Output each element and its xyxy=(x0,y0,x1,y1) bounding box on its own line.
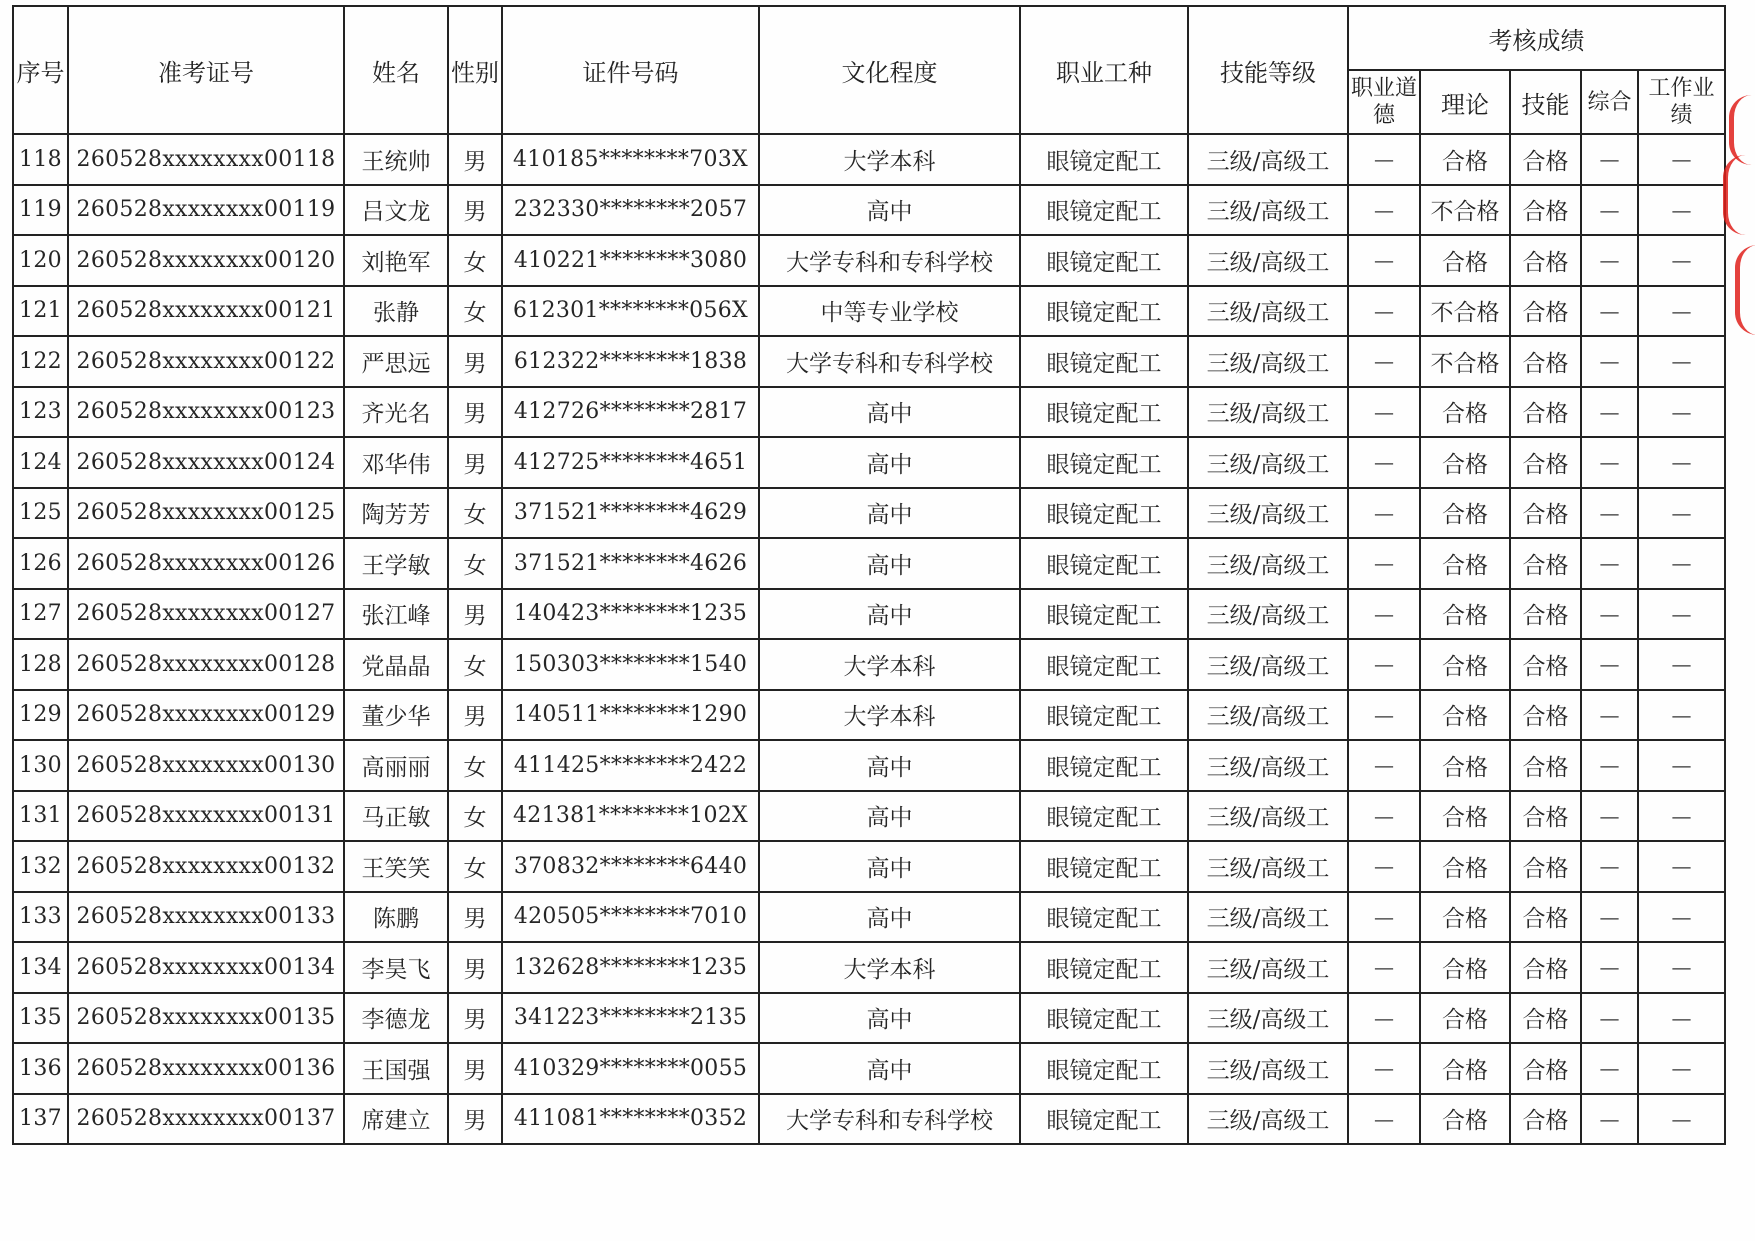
cell-theory: 合格 xyxy=(1420,942,1510,993)
cell-education: 大学本科 xyxy=(759,690,1020,741)
cell-ticket-number: 260528xxxxxxxx00133 xyxy=(68,892,344,943)
cell-comprehensive: — xyxy=(1581,589,1638,640)
cell-comprehensive: — xyxy=(1581,437,1638,488)
cell-skill: 合格 xyxy=(1510,993,1581,1044)
cell-comprehensive: — xyxy=(1581,387,1638,438)
cell-skill-level: 三级/高级工 xyxy=(1188,134,1348,185)
cell-skill: 合格 xyxy=(1510,942,1581,993)
header-theory: 理论 xyxy=(1420,70,1510,134)
cell-theory: 合格 xyxy=(1420,841,1510,892)
cell-seq: 127 xyxy=(13,589,68,640)
cell-name: 马正敏 xyxy=(344,791,448,842)
cell-work-performance: — xyxy=(1638,387,1725,438)
header-seq: 序号 xyxy=(13,6,68,134)
cell-ethics: — xyxy=(1348,437,1420,488)
table-row xyxy=(13,841,1725,892)
cell-theory: 合格 xyxy=(1420,791,1510,842)
table-row xyxy=(13,235,1725,286)
cell-skill: 合格 xyxy=(1510,1043,1581,1094)
cell-work-performance: — xyxy=(1638,639,1725,690)
cell-name: 陶芳芳 xyxy=(344,488,448,539)
table-row xyxy=(13,286,1725,337)
cell-ethics: — xyxy=(1348,841,1420,892)
cell-id-number: 370832********6440 xyxy=(502,841,759,892)
table-row xyxy=(13,488,1725,539)
cell-work-performance: — xyxy=(1638,538,1725,589)
cell-comprehensive: — xyxy=(1581,336,1638,387)
cell-ticket-number: 260528xxxxxxxx00123 xyxy=(68,387,344,438)
header-work-performance: 工作业绩 xyxy=(1638,70,1725,134)
cell-skill-level: 三级/高级工 xyxy=(1188,336,1348,387)
cell-ticket-number: 260528xxxxxxxx00136 xyxy=(68,1043,344,1094)
cell-occupation: 眼镜定配工 xyxy=(1020,286,1188,337)
cell-work-performance: — xyxy=(1638,134,1725,185)
cell-seq: 122 xyxy=(13,336,68,387)
cell-skill-level: 三级/高级工 xyxy=(1188,1094,1348,1145)
table-row xyxy=(13,336,1725,387)
cell-skill-level: 三级/高级工 xyxy=(1188,690,1348,741)
cell-theory: 合格 xyxy=(1420,437,1510,488)
cell-theory: 合格 xyxy=(1420,387,1510,438)
cell-skill-level: 三级/高级工 xyxy=(1188,791,1348,842)
cell-gender: 男 xyxy=(448,993,502,1044)
cell-gender: 男 xyxy=(448,1043,502,1094)
cell-name: 严思远 xyxy=(344,336,448,387)
cell-id-number: 412725********4651 xyxy=(502,437,759,488)
cell-gender: 男 xyxy=(448,589,502,640)
cell-ethics: — xyxy=(1348,538,1420,589)
cell-id-number: 410329********0055 xyxy=(502,1043,759,1094)
cell-work-performance: — xyxy=(1638,185,1725,236)
header-assessment-results: 考核成绩 xyxy=(1348,6,1725,70)
cell-comprehensive: — xyxy=(1581,639,1638,690)
cell-education: 高中 xyxy=(759,1043,1020,1094)
cell-work-performance: — xyxy=(1638,993,1725,1044)
cell-theory: 合格 xyxy=(1420,589,1510,640)
cell-education: 大学本科 xyxy=(759,134,1020,185)
cell-comprehensive: — xyxy=(1581,993,1638,1044)
cell-occupation: 眼镜定配工 xyxy=(1020,993,1188,1044)
cell-occupation: 眼镜定配工 xyxy=(1020,538,1188,589)
cell-gender: 男 xyxy=(448,437,502,488)
cell-seq: 118 xyxy=(13,134,68,185)
cell-education: 中等专业学校 xyxy=(759,286,1020,337)
table-header xyxy=(13,6,1725,134)
cell-occupation: 眼镜定配工 xyxy=(1020,841,1188,892)
table-row xyxy=(13,538,1725,589)
cell-education: 高中 xyxy=(759,538,1020,589)
cell-education: 高中 xyxy=(759,841,1020,892)
cell-work-performance: — xyxy=(1638,841,1725,892)
red-seal-stamp xyxy=(1715,95,1755,335)
cell-seq: 129 xyxy=(13,690,68,741)
cell-skill: 合格 xyxy=(1510,791,1581,842)
cell-ticket-number: 260528xxxxxxxx00119 xyxy=(68,185,344,236)
cell-ticket-number: 260528xxxxxxxx00137 xyxy=(68,1094,344,1145)
cell-ethics: — xyxy=(1348,185,1420,236)
cell-theory: 合格 xyxy=(1420,892,1510,943)
cell-seq: 136 xyxy=(13,1043,68,1094)
cell-occupation: 眼镜定配工 xyxy=(1020,134,1188,185)
cell-gender: 女 xyxy=(448,841,502,892)
cell-work-performance: — xyxy=(1638,740,1725,791)
cell-skill: 合格 xyxy=(1510,488,1581,539)
cell-work-performance: — xyxy=(1638,892,1725,943)
cell-ethics: — xyxy=(1348,740,1420,791)
cell-work-performance: — xyxy=(1638,589,1725,640)
exam-results-table xyxy=(12,5,1726,1145)
cell-occupation: 眼镜定配工 xyxy=(1020,488,1188,539)
cell-theory: 合格 xyxy=(1420,1094,1510,1145)
cell-ticket-number: 260528xxxxxxxx00129 xyxy=(68,690,344,741)
table-row xyxy=(13,892,1725,943)
cell-gender: 男 xyxy=(448,134,502,185)
cell-skill: 合格 xyxy=(1510,589,1581,640)
cell-work-performance: — xyxy=(1638,286,1725,337)
cell-seq: 119 xyxy=(13,185,68,236)
cell-name: 王笑笑 xyxy=(344,841,448,892)
cell-name: 党晶晶 xyxy=(344,639,448,690)
cell-ethics: — xyxy=(1348,942,1420,993)
cell-work-performance: — xyxy=(1638,1043,1725,1094)
cell-occupation: 眼镜定配工 xyxy=(1020,690,1188,741)
header-comprehensive: 综合 xyxy=(1581,70,1638,134)
cell-education: 高中 xyxy=(759,791,1020,842)
cell-education: 高中 xyxy=(759,589,1020,640)
cell-seq: 121 xyxy=(13,286,68,337)
cell-ethics: — xyxy=(1348,892,1420,943)
cell-ticket-number: 260528xxxxxxxx00121 xyxy=(68,286,344,337)
header-gender: 性别 xyxy=(448,6,502,134)
header-skill: 技能 xyxy=(1510,70,1581,134)
cell-comprehensive: — xyxy=(1581,791,1638,842)
table-row xyxy=(13,993,1725,1044)
cell-name: 邓华伟 xyxy=(344,437,448,488)
cell-id-number: 150303********1540 xyxy=(502,639,759,690)
cell-work-performance: — xyxy=(1638,235,1725,286)
cell-education: 高中 xyxy=(759,488,1020,539)
cell-comprehensive: — xyxy=(1581,1094,1638,1145)
cell-occupation: 眼镜定配工 xyxy=(1020,185,1188,236)
cell-ethics: — xyxy=(1348,1043,1420,1094)
cell-comprehensive: — xyxy=(1581,488,1638,539)
cell-name: 李德龙 xyxy=(344,993,448,1044)
cell-ticket-number: 260528xxxxxxxx00127 xyxy=(68,589,344,640)
table-row xyxy=(13,791,1725,842)
table-row xyxy=(13,1043,1725,1094)
cell-name: 王学敏 xyxy=(344,538,448,589)
cell-name: 高丽丽 xyxy=(344,740,448,791)
cell-work-performance: — xyxy=(1638,437,1725,488)
table-row xyxy=(13,589,1725,640)
cell-skill: 合格 xyxy=(1510,235,1581,286)
cell-occupation: 眼镜定配工 xyxy=(1020,1094,1188,1145)
cell-ticket-number: 260528xxxxxxxx00130 xyxy=(68,740,344,791)
cell-ethics: — xyxy=(1348,488,1420,539)
cell-skill: 合格 xyxy=(1510,841,1581,892)
cell-gender: 女 xyxy=(448,538,502,589)
cell-id-number: 341223********2135 xyxy=(502,993,759,1044)
cell-occupation: 眼镜定配工 xyxy=(1020,387,1188,438)
cell-occupation: 眼镜定配工 xyxy=(1020,740,1188,791)
cell-skill-level: 三级/高级工 xyxy=(1188,740,1348,791)
cell-ticket-number: 260528xxxxxxxx00126 xyxy=(68,538,344,589)
cell-comprehensive: — xyxy=(1581,892,1638,943)
cell-ethics: — xyxy=(1348,387,1420,438)
header-id-number: 证件号码 xyxy=(502,6,759,134)
cell-comprehensive: — xyxy=(1581,690,1638,741)
cell-ethics: — xyxy=(1348,235,1420,286)
cell-gender: 男 xyxy=(448,1094,502,1145)
cell-seq: 123 xyxy=(13,387,68,438)
cell-skill: 合格 xyxy=(1510,639,1581,690)
table-row xyxy=(13,185,1725,236)
table-row xyxy=(13,134,1725,185)
cell-name: 陈鹏 xyxy=(344,892,448,943)
cell-ethics: — xyxy=(1348,286,1420,337)
cell-id-number: 410185********703X xyxy=(502,134,759,185)
table-row xyxy=(13,387,1725,438)
cell-ticket-number: 260528xxxxxxxx00125 xyxy=(68,488,344,539)
cell-education: 大学专科和专科学校 xyxy=(759,235,1020,286)
cell-name: 吕文龙 xyxy=(344,185,448,236)
cell-education: 高中 xyxy=(759,892,1020,943)
cell-occupation: 眼镜定配工 xyxy=(1020,639,1188,690)
cell-theory: 不合格 xyxy=(1420,185,1510,236)
cell-skill: 合格 xyxy=(1510,1094,1581,1145)
cell-skill-level: 三级/高级工 xyxy=(1188,437,1348,488)
cell-seq: 134 xyxy=(13,942,68,993)
table-body xyxy=(13,134,1725,1144)
cell-education: 高中 xyxy=(759,993,1020,1044)
cell-skill: 合格 xyxy=(1510,286,1581,337)
cell-seq: 137 xyxy=(13,1094,68,1145)
cell-id-number: 421381********102X xyxy=(502,791,759,842)
cell-skill: 合格 xyxy=(1510,336,1581,387)
cell-ethics: — xyxy=(1348,589,1420,640)
cell-occupation: 眼镜定配工 xyxy=(1020,336,1188,387)
cell-id-number: 612301********056X xyxy=(502,286,759,337)
cell-skill-level: 三级/高级工 xyxy=(1188,589,1348,640)
cell-ethics: — xyxy=(1348,993,1420,1044)
cell-work-performance: — xyxy=(1638,1094,1725,1145)
cell-id-number: 232330********2057 xyxy=(502,185,759,236)
cell-skill-level: 三级/高级工 xyxy=(1188,235,1348,286)
cell-skill-level: 三级/高级工 xyxy=(1188,639,1348,690)
cell-gender: 男 xyxy=(448,336,502,387)
cell-name: 刘艳军 xyxy=(344,235,448,286)
cell-name: 张江峰 xyxy=(344,589,448,640)
cell-theory: 合格 xyxy=(1420,235,1510,286)
header-education: 文化程度 xyxy=(759,6,1020,134)
cell-ticket-number: 260528xxxxxxxx00122 xyxy=(68,336,344,387)
cell-name: 李昊飞 xyxy=(344,942,448,993)
header-name: 姓名 xyxy=(344,6,448,134)
cell-occupation: 眼镜定配工 xyxy=(1020,791,1188,842)
cell-education: 高中 xyxy=(759,387,1020,438)
cell-gender: 男 xyxy=(448,892,502,943)
cell-gender: 女 xyxy=(448,791,502,842)
cell-skill-level: 三级/高级工 xyxy=(1188,841,1348,892)
cell-skill: 合格 xyxy=(1510,134,1581,185)
cell-comprehensive: — xyxy=(1581,1043,1638,1094)
cell-skill: 合格 xyxy=(1510,740,1581,791)
cell-name: 王国强 xyxy=(344,1043,448,1094)
cell-skill-level: 三级/高级工 xyxy=(1188,892,1348,943)
table-row xyxy=(13,1094,1725,1145)
cell-theory: 合格 xyxy=(1420,488,1510,539)
cell-theory: 合格 xyxy=(1420,740,1510,791)
cell-theory: 合格 xyxy=(1420,993,1510,1044)
cell-education: 高中 xyxy=(759,740,1020,791)
cell-seq: 135 xyxy=(13,993,68,1044)
cell-ethics: — xyxy=(1348,336,1420,387)
cell-ticket-number: 260528xxxxxxxx00132 xyxy=(68,841,344,892)
cell-theory: 合格 xyxy=(1420,690,1510,741)
cell-seq: 130 xyxy=(13,740,68,791)
cell-work-performance: — xyxy=(1638,336,1725,387)
cell-gender: 男 xyxy=(448,387,502,438)
cell-skill: 合格 xyxy=(1510,690,1581,741)
cell-occupation: 眼镜定配工 xyxy=(1020,589,1188,640)
cell-id-number: 140423********1235 xyxy=(502,589,759,640)
cell-seq: 126 xyxy=(13,538,68,589)
cell-ethics: — xyxy=(1348,1094,1420,1145)
header-skill-level: 技能等级 xyxy=(1188,6,1348,134)
cell-occupation: 眼镜定配工 xyxy=(1020,942,1188,993)
cell-id-number: 371521********4626 xyxy=(502,538,759,589)
header-ticket-number: 准考证号 xyxy=(68,6,344,134)
cell-name: 王统帅 xyxy=(344,134,448,185)
table-row xyxy=(13,639,1725,690)
cell-theory: 不合格 xyxy=(1420,286,1510,337)
header-occupation: 职业工种 xyxy=(1020,6,1188,134)
cell-occupation: 眼镜定配工 xyxy=(1020,1043,1188,1094)
cell-gender: 男 xyxy=(448,185,502,236)
cell-name: 董少华 xyxy=(344,690,448,741)
cell-skill-level: 三级/高级工 xyxy=(1188,185,1348,236)
table-row xyxy=(13,437,1725,488)
cell-skill: 合格 xyxy=(1510,185,1581,236)
cell-id-number: 132628********1235 xyxy=(502,942,759,993)
cell-id-number: 410221********3080 xyxy=(502,235,759,286)
cell-occupation: 眼镜定配工 xyxy=(1020,235,1188,286)
cell-theory: 合格 xyxy=(1420,639,1510,690)
cell-occupation: 眼镜定配工 xyxy=(1020,892,1188,943)
cell-comprehensive: — xyxy=(1581,185,1638,236)
cell-skill: 合格 xyxy=(1510,892,1581,943)
cell-skill-level: 三级/高级工 xyxy=(1188,488,1348,539)
table-row xyxy=(13,942,1725,993)
cell-skill-level: 三级/高级工 xyxy=(1188,993,1348,1044)
cell-theory: 合格 xyxy=(1420,134,1510,185)
cell-comprehensive: — xyxy=(1581,740,1638,791)
cell-skill-level: 三级/高级工 xyxy=(1188,387,1348,438)
cell-gender: 女 xyxy=(448,488,502,539)
cell-seq: 133 xyxy=(13,892,68,943)
cell-skill-level: 三级/高级工 xyxy=(1188,286,1348,337)
cell-gender: 女 xyxy=(448,235,502,286)
cell-ticket-number: 260528xxxxxxxx00124 xyxy=(68,437,344,488)
header-ethics: 职业道德 xyxy=(1348,70,1420,134)
cell-education: 高中 xyxy=(759,437,1020,488)
cell-name: 张静 xyxy=(344,286,448,337)
cell-gender: 女 xyxy=(448,740,502,791)
cell-skill-level: 三级/高级工 xyxy=(1188,538,1348,589)
cell-skill: 合格 xyxy=(1510,538,1581,589)
cell-gender: 女 xyxy=(448,639,502,690)
cell-id-number: 420505********7010 xyxy=(502,892,759,943)
cell-theory: 不合格 xyxy=(1420,336,1510,387)
cell-skill: 合格 xyxy=(1510,437,1581,488)
table-row xyxy=(13,740,1725,791)
cell-skill: 合格 xyxy=(1510,387,1581,438)
cell-name: 齐光名 xyxy=(344,387,448,438)
cell-id-number: 411425********2422 xyxy=(502,740,759,791)
cell-ethics: — xyxy=(1348,639,1420,690)
cell-id-number: 612322********1838 xyxy=(502,336,759,387)
cell-skill-level: 三级/高级工 xyxy=(1188,942,1348,993)
cell-seq: 125 xyxy=(13,488,68,539)
cell-ticket-number: 260528xxxxxxxx00128 xyxy=(68,639,344,690)
cell-ticket-number: 260528xxxxxxxx00134 xyxy=(68,942,344,993)
cell-work-performance: — xyxy=(1638,488,1725,539)
cell-seq: 124 xyxy=(13,437,68,488)
cell-work-performance: — xyxy=(1638,942,1725,993)
cell-name: 席建立 xyxy=(344,1094,448,1145)
cell-education: 大学本科 xyxy=(759,639,1020,690)
cell-work-performance: — xyxy=(1638,690,1725,741)
cell-ticket-number: 260528xxxxxxxx00118 xyxy=(68,134,344,185)
cell-comprehensive: — xyxy=(1581,134,1638,185)
cell-comprehensive: — xyxy=(1581,538,1638,589)
cell-ethics: — xyxy=(1348,690,1420,741)
cell-work-performance: — xyxy=(1638,791,1725,842)
cell-education: 大学专科和专科学校 xyxy=(759,336,1020,387)
table-row xyxy=(13,690,1725,741)
cell-theory: 合格 xyxy=(1420,538,1510,589)
cell-id-number: 371521********4629 xyxy=(502,488,759,539)
cell-ticket-number: 260528xxxxxxxx00120 xyxy=(68,235,344,286)
cell-gender: 男 xyxy=(448,942,502,993)
cell-education: 大学专科和专科学校 xyxy=(759,1094,1020,1145)
cell-id-number: 411081********0352 xyxy=(502,1094,759,1145)
cell-comprehensive: — xyxy=(1581,841,1638,892)
cell-theory: 合格 xyxy=(1420,1043,1510,1094)
cell-ethics: — xyxy=(1348,791,1420,842)
cell-ticket-number: 260528xxxxxxxx00131 xyxy=(68,791,344,842)
cell-skill-level: 三级/高级工 xyxy=(1188,1043,1348,1094)
cell-ticket-number: 260528xxxxxxxx00135 xyxy=(68,993,344,1044)
cell-comprehensive: — xyxy=(1581,942,1638,993)
cell-occupation: 眼镜定配工 xyxy=(1020,437,1188,488)
cell-gender: 男 xyxy=(448,690,502,741)
cell-education: 高中 xyxy=(759,185,1020,236)
cell-comprehensive: — xyxy=(1581,286,1638,337)
cell-comprehensive: — xyxy=(1581,235,1638,286)
cell-id-number: 412726********2817 xyxy=(502,387,759,438)
cell-ethics: — xyxy=(1348,134,1420,185)
cell-seq: 132 xyxy=(13,841,68,892)
cell-gender: 女 xyxy=(448,286,502,337)
cell-seq: 131 xyxy=(13,791,68,842)
cell-seq: 120 xyxy=(13,235,68,286)
cell-id-number: 140511********1290 xyxy=(502,690,759,741)
cell-seq: 128 xyxy=(13,639,68,690)
cell-education: 大学本科 xyxy=(759,942,1020,993)
